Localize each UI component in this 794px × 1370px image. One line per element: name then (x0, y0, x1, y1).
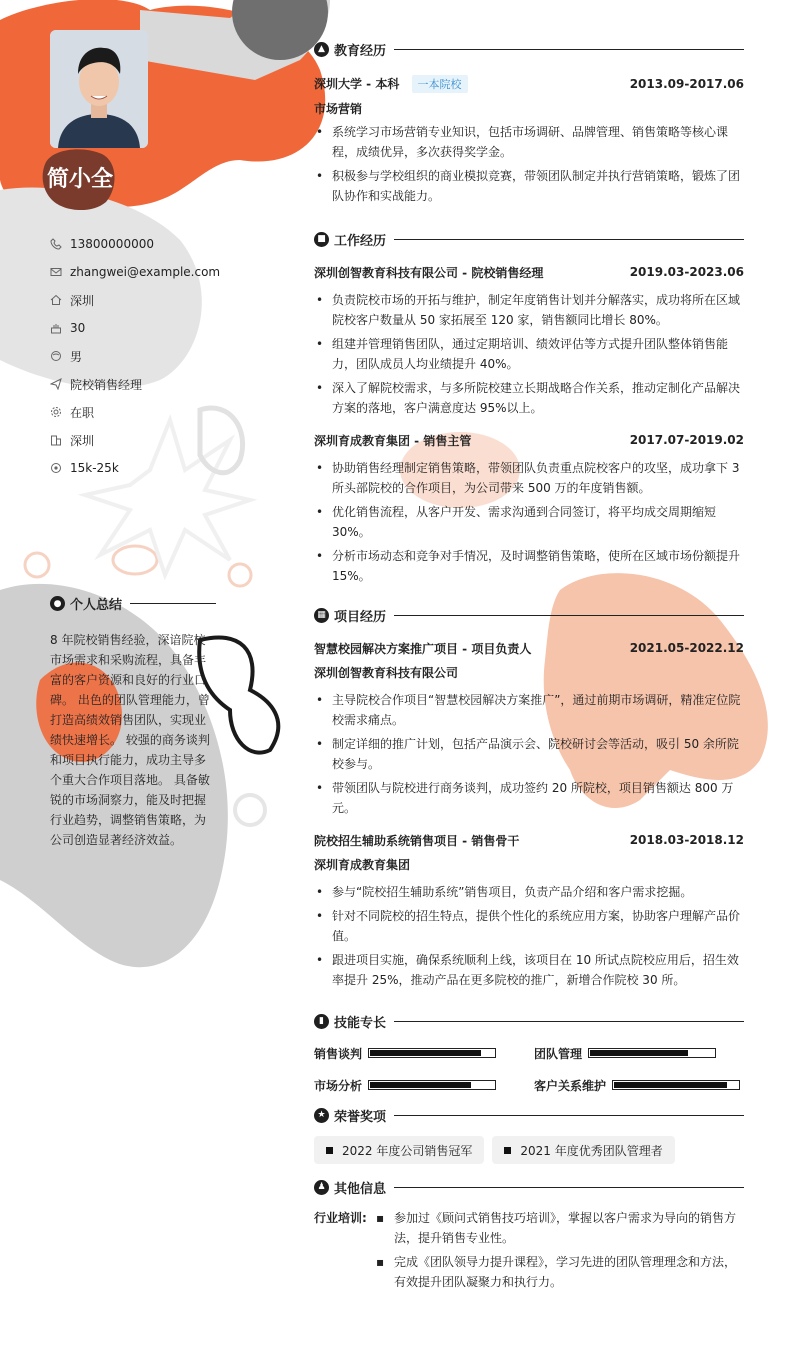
list-item: • 深入了解院校需求，与多所院校建立长期战略合作关系，推动定制化产品解决方案的落地，客户满意度达 95%以上。 (314, 378, 744, 418)
medal-icon: ★ (314, 1108, 329, 1123)
school-tag: 一本院校 (412, 75, 468, 93)
job-head: 深圳育成教育集团 - 销售主管 (314, 433, 472, 448)
skills-heading (314, 1008, 744, 1034)
skill-bar (612, 1080, 740, 1090)
training-bullets (370, 1208, 744, 1296)
skill-item (534, 1042, 744, 1064)
graduation-cap-icon: ▲ (314, 42, 329, 57)
info-gender (50, 342, 230, 370)
list-item: ▪ 参加过《顾问式销售技巧培训》，掌握以客户需求为导向的销售方法，提升销售专业性。 (370, 1208, 744, 1248)
job-period: 2019.03-2023.06 (629, 265, 744, 279)
award-text: 2021 年度优秀团队管理者 (520, 1143, 663, 1158)
info-position-text: 院校销售经理 (70, 377, 143, 392)
project-row (314, 828, 744, 852)
info-age (50, 314, 230, 342)
skill-bar (368, 1048, 496, 1058)
skill-bar (588, 1048, 716, 1058)
education-bullets (314, 122, 744, 206)
skill-name: 市场分析 (314, 1078, 363, 1093)
info-phone (50, 230, 230, 258)
skill-name: 客户关系维护 (534, 1078, 607, 1093)
skill-item (314, 1042, 534, 1064)
awards-title: 荣誉奖项 (334, 1109, 387, 1125)
project-bullets (314, 690, 744, 818)
work-title: 工作经历 (334, 233, 387, 249)
info-location (50, 426, 230, 454)
info-age-text: 30 (70, 321, 86, 335)
other-label: 行业培训: (314, 1211, 367, 1225)
education-period: 2013.09-2017.06 (629, 77, 744, 91)
award-text: 2022 年度公司销售冠军 (342, 1143, 473, 1158)
user-icon: ● (50, 596, 65, 611)
info-salary-text: 15k-25k (70, 461, 119, 475)
list-item: ▪ 完成《团队领导力提升课程》，学习先进的团队管理理念和方法，有效提升团队凝聚力和执行力。 (370, 1252, 744, 1292)
info-city (50, 286, 230, 314)
gender-icon (50, 350, 62, 362)
skills-grid (314, 1042, 744, 1096)
project-company: 深圳育成教育集团 (314, 858, 411, 872)
info-city-text: 深圳 (70, 293, 95, 308)
age-icon (50, 322, 62, 334)
projects-title: 项目经历 (334, 609, 387, 625)
award-item (492, 1136, 674, 1164)
work-heading (314, 226, 744, 252)
list-item: • 针对不同院校的招生特点，提供个性化的系统应用方案，协助客户理解产品价值。 (314, 906, 744, 946)
summary-title: 个人总结 (70, 598, 123, 613)
skill-item (534, 1074, 744, 1096)
project-period: 2018.03-2018.12 (629, 833, 744, 847)
skill-fill (614, 1082, 727, 1088)
list-item: • 制定详细的推广计划，包括产品演示会、院校研讨会等活动，吸引 50 余所院校参与。 (314, 734, 744, 774)
skill-name: 团队管理 (534, 1046, 583, 1061)
outline-ring (235, 795, 265, 825)
skill-item (314, 1074, 534, 1096)
info-email (50, 258, 230, 286)
skill-bar (368, 1080, 496, 1090)
skill-fill (370, 1050, 481, 1056)
other-info (314, 1208, 744, 1296)
education-heading (314, 36, 744, 62)
summary-text: 8 年院校销售经验，深谙院校市场需求和采购流程，具备丰富的客户资源和良好的行业口碑。 出色的团队管理能力，曾打造高绩效销售团队，实现业绩快速增长。 较强的商务谈判和项目执行能力，成功主导多个重大合作项目落地。 具备敏锐的市场洞察力，能及时把握行业趋势，调整销售策略，为公司创造显著经济效益。 (50, 633, 210, 847)
contact-info (50, 230, 230, 482)
awards-heading (314, 1102, 744, 1128)
other-heading (314, 1174, 744, 1200)
list-item: • 分析市场动态和竞争对手情况，及时调整销售策略，使所在区域市场份额提升 15%。 (314, 546, 744, 586)
project-head: 院校招生辅助系统销售项目 - 销售骨干 (314, 833, 520, 848)
list-item: • 主导院校合作项目“智慧校园解决方案推广”，通过前期市场调研，精准定位院校需求痛点。 (314, 690, 744, 730)
education-title: 教育经历 (334, 43, 387, 59)
info-gender-text: 男 (70, 349, 83, 364)
skill-fill (590, 1050, 688, 1056)
list-item: • 优化销售流程，从客户开发、需求沟通到合同签订，将平均成交周期缩短 30%。 (314, 502, 744, 542)
project-period: 2021.05-2022.12 (629, 641, 744, 655)
other-title: 其他信息 (334, 1181, 387, 1197)
project-head: 智慧校园解决方案推广项目 - 项目负责人 (314, 641, 532, 656)
info-phone-text: 13800000000 (70, 237, 154, 251)
skill-fill (370, 1082, 471, 1088)
summary-heading (50, 594, 216, 613)
job-row (314, 428, 744, 452)
list-item: • 系统学习市场营销专业知识，包括市场调研、品牌管理、销售策略等核心课程，成绩优异，多次获得奖学金。 (314, 122, 744, 162)
list-item: • 协助销售经理制定销售策略，带领团队负责重点院校客户的攻坚，成功拿下 3 所头部院校的合作项目，为公司带来 500 万的年度销售额。 (314, 458, 744, 498)
list-item: • 带领团队与院校进行商务谈判，成功签约 20 所院校，项目销售额达 800 万元。 (314, 778, 744, 818)
award-item (314, 1136, 484, 1164)
info-position (50, 370, 230, 398)
skill-name: 销售谈判 (314, 1046, 363, 1061)
building-icon (50, 434, 62, 446)
skills-title: 技能专长 (334, 1015, 387, 1031)
projects-heading (314, 602, 744, 628)
education-school: 深圳大学 - 本科 (314, 77, 400, 91)
outline-oval (113, 546, 157, 574)
outline-ring-small (229, 564, 251, 586)
list-item: • 积极参与学校组织的商业模拟竞赛，带领团队制定并执行营销策略，锻炼了团队协作和实战能力。 (314, 166, 744, 206)
awards-list (314, 1136, 744, 1164)
bar-chart-icon: ▮ (314, 1014, 329, 1029)
job-bullets (314, 458, 744, 586)
square-bullet-icon (326, 1147, 333, 1154)
send-icon (50, 378, 62, 390)
candidate-name: 简小全 (46, 167, 113, 192)
info-status (50, 398, 230, 426)
person-icon: ♟ (314, 1180, 329, 1195)
info-salary (50, 454, 230, 482)
square-bullet-icon (504, 1147, 511, 1154)
education-major: 市场营销 (314, 102, 363, 116)
list-item: • 跟进项目实施，确保系统顺利上线，该项目在 10 所试点院校应用后，招生效率提升 25%，推动产品在更多院校的推广，新增合作院校 30 所。 (314, 950, 744, 990)
project-bullets (314, 882, 744, 990)
main-content (314, 36, 744, 1296)
job-row (314, 260, 744, 284)
outline-ring-small2 (25, 553, 49, 577)
info-location-text: 深圳 (70, 433, 95, 448)
job-head: 深圳创智教育科技有限公司 - 院校销售经理 (314, 265, 544, 280)
info-status-text: 在职 (70, 405, 95, 420)
list-item: • 组建并管理销售团队，通过定期培训、绩效评估等方式提升团队整体销售能力，团队成员人均业绩提升 40%。 (314, 334, 744, 374)
avatar (50, 30, 148, 148)
job-period: 2017.07-2019.02 (629, 433, 744, 447)
project-row (314, 636, 744, 660)
list-item: • 参与“院校招生辅助系统”销售项目，负责产品介绍和客户需求挖掘。 (314, 882, 744, 902)
phone-icon (50, 238, 62, 250)
education-row (314, 72, 744, 96)
project-company: 深圳创智教育科技有限公司 (314, 666, 459, 680)
briefcase-icon: ■ (314, 232, 329, 247)
list-item: • 负责院校市场的开拓与维护，制定年度销售计划并分解落实，成功将所在区域院校客户数量从 50 家拓展至 120 家，销售额同比增长 80%。 (314, 290, 744, 330)
grid-icon: ▦ (314, 608, 329, 623)
home-icon (50, 294, 62, 306)
status-icon (50, 406, 62, 418)
salary-icon (50, 462, 62, 474)
job-bullets (314, 290, 744, 418)
mail-icon (50, 266, 62, 278)
info-email-text: zhangwei@example.com (70, 265, 221, 279)
